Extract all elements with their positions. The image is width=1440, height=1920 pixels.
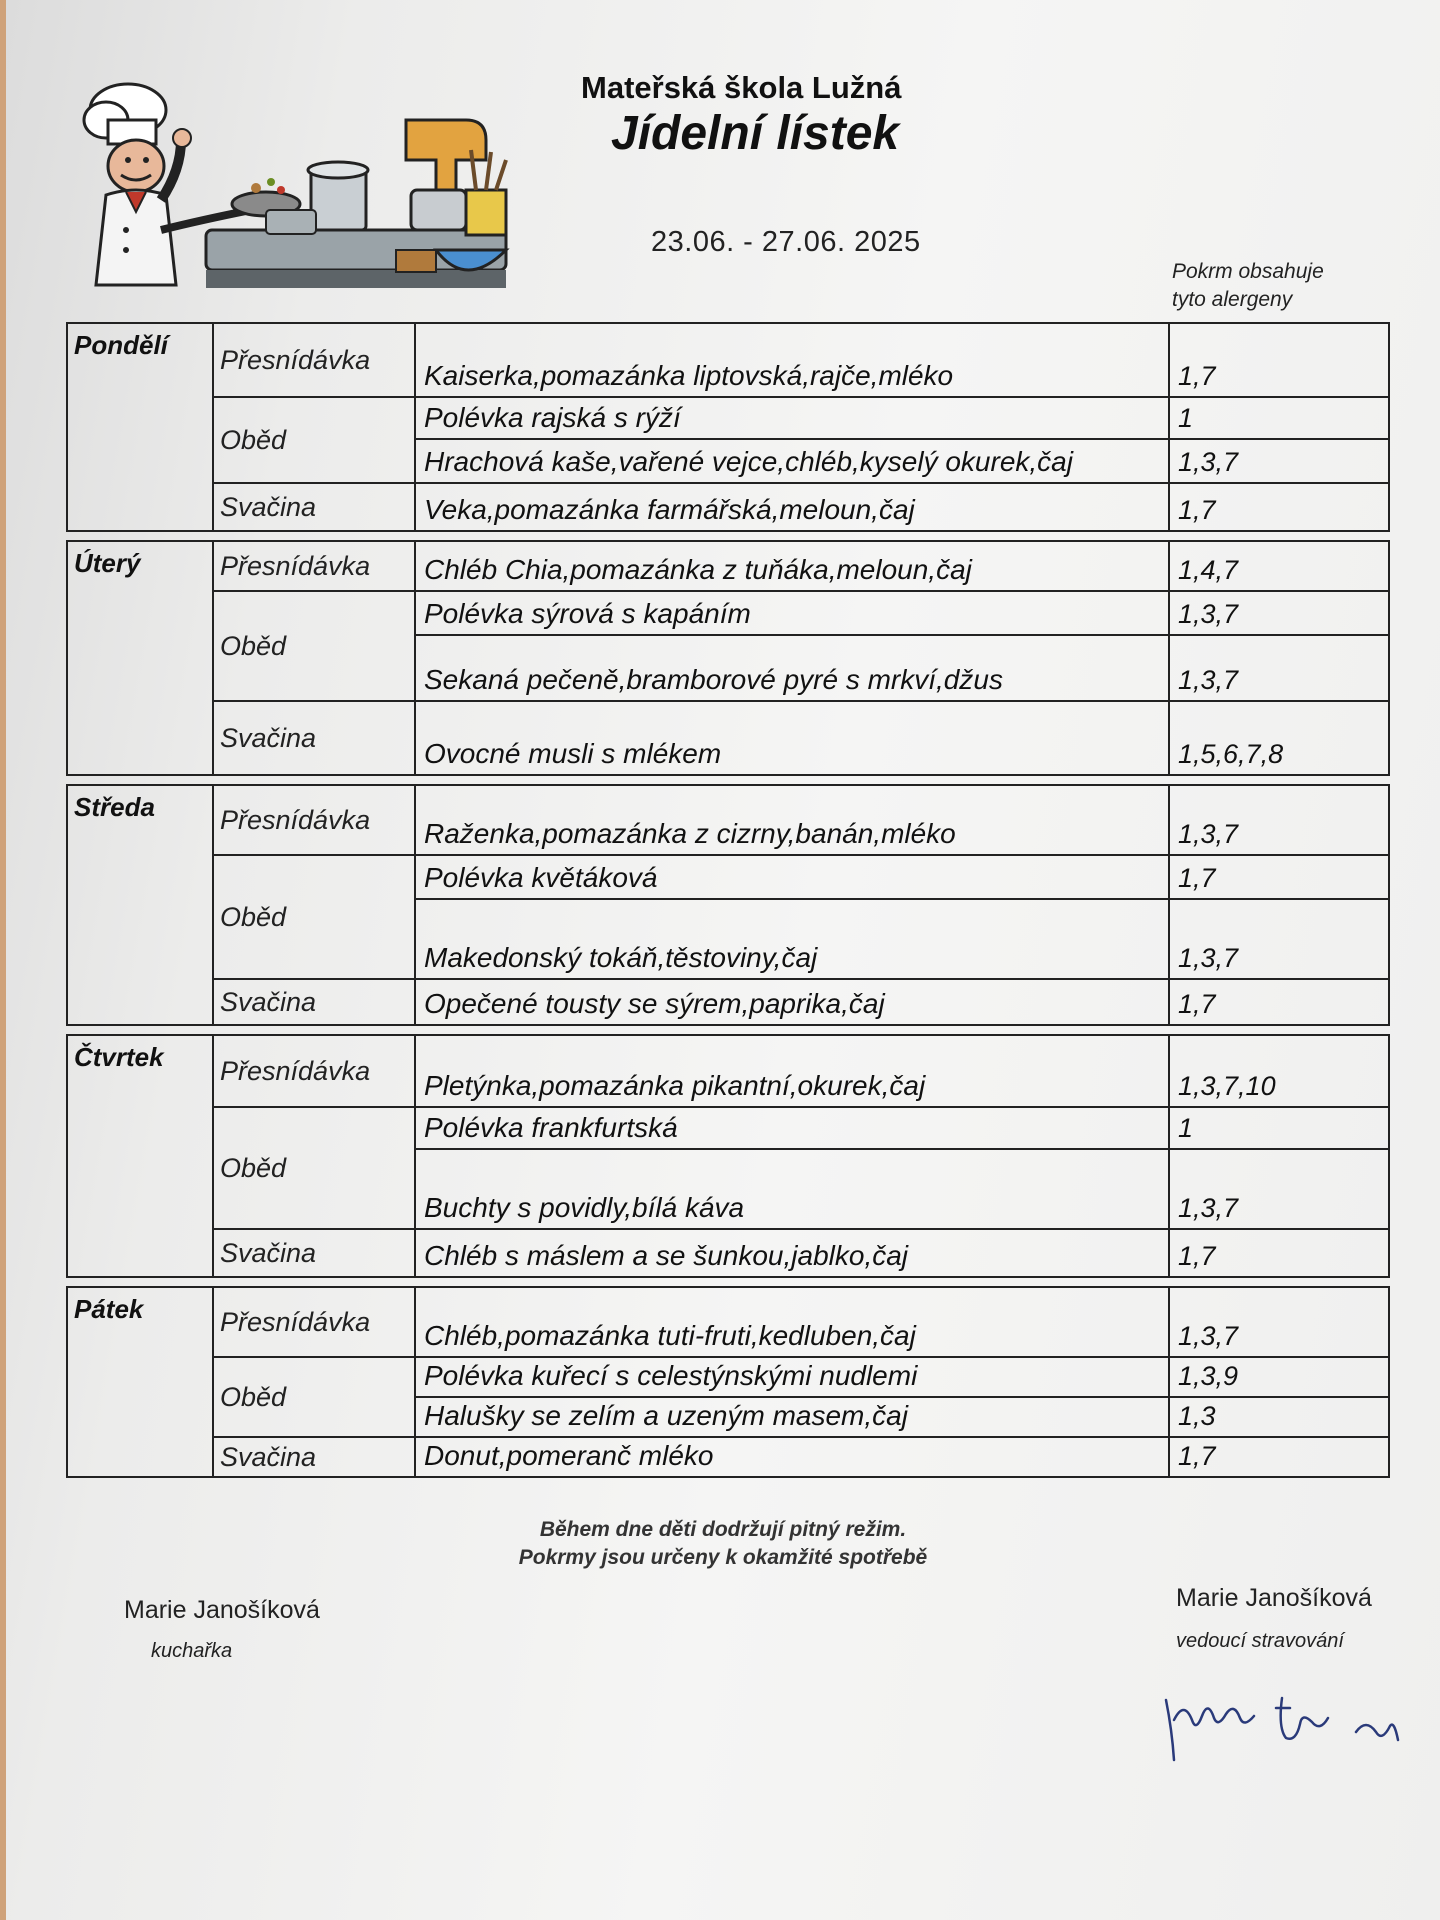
header [6,0,1440,320]
dish-text: Veka,pomazánka farmářská,meloun,čaj [416,484,1170,530]
allergen-codes: 1,4,7 [1170,542,1388,592]
allergen-codes: 1,7 [1178,1241,1216,1271]
day-name: Čtvrtek [68,1036,214,1276]
meal-label: Přesnídávka [214,542,416,592]
allergen-codes: 1,3,7 [1170,900,1388,980]
allergen-codes: 1,3,7 [1170,636,1388,702]
allergen-codes: 1,3,7 [1170,1150,1388,1230]
allergen-codes: 1,3,7 [1170,592,1388,636]
menu-table [66,322,1390,1486]
day-block-tuesday [66,540,1390,776]
day-name: Pátek [68,1288,214,1476]
meal-label: Svačina [214,1438,416,1476]
allergen-codes: 1,5,6,7,8 [1178,739,1284,769]
allergen-codes: 1,3,7 [1170,440,1388,484]
dish-text: Chléb,pomazánka tuti-fruti,kedluben,čaj [416,1288,1170,1358]
handwritten-signature [1156,1680,1416,1770]
allergen-codes: 1,3,7 [1170,786,1388,856]
dish-text: Sekaná pečeně,bramborové pyré s mrkví,džus [416,636,1170,702]
meal-label: Svačina [214,702,416,774]
dish-text: Polévka květáková [416,856,1170,900]
day-block-wednesday [66,784,1390,1026]
dish-text: Polévka rajská s rýží [416,398,1170,440]
dish-text: Opečené tousty se sýrem,paprika,čaj [416,980,1170,1024]
allergen-codes: 1,3,9 [1170,1358,1388,1398]
meal-label: Oběd [214,592,416,702]
day-block-monday [66,322,1390,532]
dish-text: Donut,pomeranč mléko [416,1438,1170,1476]
drinking-note: Během dne děti dodržují pitný režim. [539,1518,907,1541]
dish-text: Polévka kuřecí s celestýnskými nudlemi [416,1358,1170,1398]
meal-label: Přesnídávka [214,1288,416,1358]
allergen-codes: 1,7 [1170,856,1388,900]
manager-role: vedoucí stravování [1176,1630,1344,1652]
day-name: Středa [68,786,214,1024]
cook-role: kuchařka [151,1640,233,1662]
day-block-friday [66,1286,1390,1478]
menu-sheet [6,0,1440,1920]
dish-text: Halušky se zelím a uzeným masem,čaj [416,1398,1170,1438]
allergen-codes: 1,7 [1178,1441,1216,1471]
dish-text: Polévka sýrová s kapáním [416,592,1170,636]
dish-text: Makedonský tokáň,těstoviny,čaj [416,900,1170,980]
dish-text: Raženka,pomazánka z cizrny,banán,mléko [416,786,1170,856]
dish-text: Pletýnka,pomazánka pikantní,okurek,čaj [416,1036,1170,1108]
meal-label: Oběd [214,856,416,980]
meal-label: Přesnídávka [214,786,416,856]
meal-label: Přesnídávka [214,1036,416,1108]
meal-label: Svačina [214,1230,416,1276]
allergen-codes: 1,7 [1170,324,1388,398]
dish-text: Chléb s máslem a se šunkou,jablko,čaj [416,1230,1170,1276]
day-name: Úterý [68,542,214,774]
school-name: Mateřská škola Lužná [581,70,902,105]
allergen-heading-line1: Pokrm obsahuje [1172,260,1324,283]
meal-label: Svačina [214,980,416,1024]
dish-text: Polévka frankfurtská [416,1108,1170,1150]
allergen-codes: 1,3,7,10 [1170,1036,1388,1108]
meal-label: Svačina [214,484,416,530]
chef-cooking-illustration [66,80,526,290]
day-name: Pondělí [68,324,214,530]
allergen-codes: 1,7 [1178,495,1216,525]
menu-title: Jídelní lístek [611,107,900,160]
allergen-codes: 1,3 [1170,1398,1388,1438]
allergen-heading-line2: tyto alergeny [1172,288,1293,311]
menu-date-range: 23.06. - 27.06. 2025 [651,226,921,258]
allergen-codes: 1 [1170,398,1388,440]
allergen-column-heading [1172,258,1324,314]
dish-text: Buchty s povidly,bílá káva [416,1150,1170,1230]
meal-label: Přesnídávka [214,324,416,398]
dish-text: Kaiserka,pomazánka liptovská,rajče,mléko [416,324,1170,398]
cook-name: Marie Janošíková [124,1596,320,1624]
meal-label: Oběd [214,1108,416,1230]
dish-text: Chléb Chia,pomazánka z tuňáka,meloun,čaj [416,542,1170,592]
dish-text: Ovocné musli s mlékem [416,702,1170,774]
allergen-codes: 1,3,7 [1170,1288,1388,1358]
consumption-note: Pokrmy jsou určeny k okamžité spotřebě [518,1546,928,1569]
allergen-codes: 1,7 [1178,989,1216,1019]
dish-text: Hrachová kaše,vařené vejce,chléb,kyselý okurek,čaj [416,440,1170,484]
day-block-thursday [66,1034,1390,1278]
meal-label: Oběd [214,398,416,484]
meal-label: Oběd [214,1358,416,1438]
manager-name: Marie Janošíková [1176,1584,1372,1612]
allergen-codes: 1 [1170,1108,1388,1150]
